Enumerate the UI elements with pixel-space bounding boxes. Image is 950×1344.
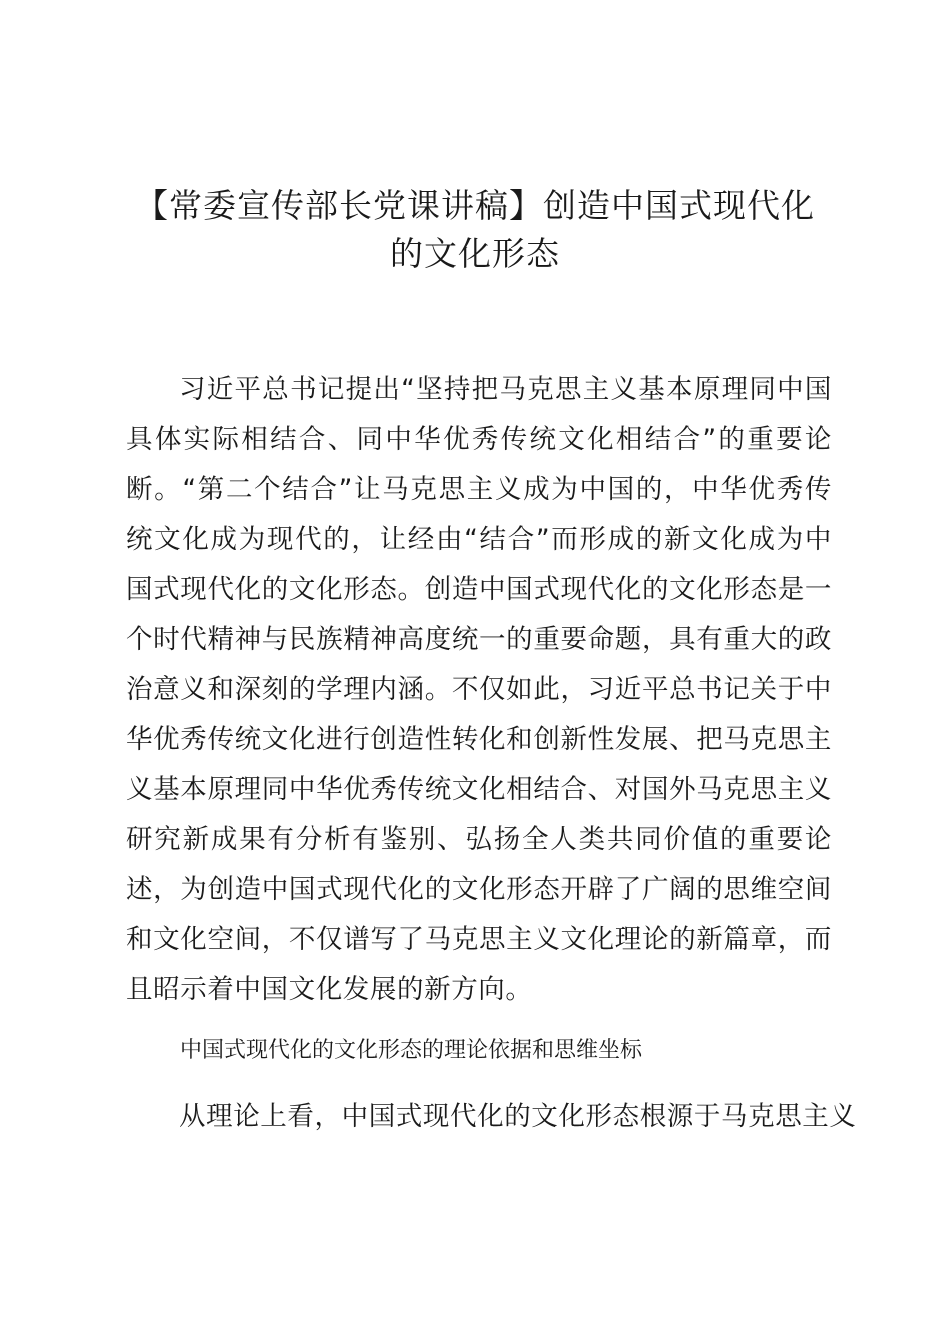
- body-paragraph-1: 习近平总书记提出“坚持把马克思主义基本原理同中国具体实际相结合、同中华优秀传统文化相结合”的重要论断。“第二个结合”让马克思主义成为中国的，中华优秀传统文化成为现代的，让经由“结合”而形成的新文化成为中国式现代化的文化形态。创造中国式现代化的文化形态是一个时代精神与民族精神高度统一的重要命题，具有重大的政治意义和深刻的学理内涵。不仅如此，习近平总书记关于中华优秀传统文化进行创造性转化和创新性发展、把马克思主义基本原理同中华优秀传统文化相结合、对国外马克思主义研究新成果有分析有鉴别、弘扬全人类共同价值的重要论述，为创造中国式现代化的文化形态开辟了广阔的思维空间和文化空间，不仅谱写了马克思主义文化理论的新篇章，而且昭示着中国文化发展的新方向。: [126, 374, 832, 1005]
- section-subheading: 中国式现代化的文化形态的理论依据和思维坐标: [180, 1038, 643, 1063]
- title-line-2: 的文化形态: [390, 234, 560, 273]
- body-paragraph-2: 从理论上看，中国式现代化的文化形态根源于马克思主义: [179, 1101, 857, 1132]
- document-title: [110, 182, 840, 278]
- title-line-1: 【常委宣传部长党课讲稿】创造中国式现代化: [135, 186, 815, 225]
